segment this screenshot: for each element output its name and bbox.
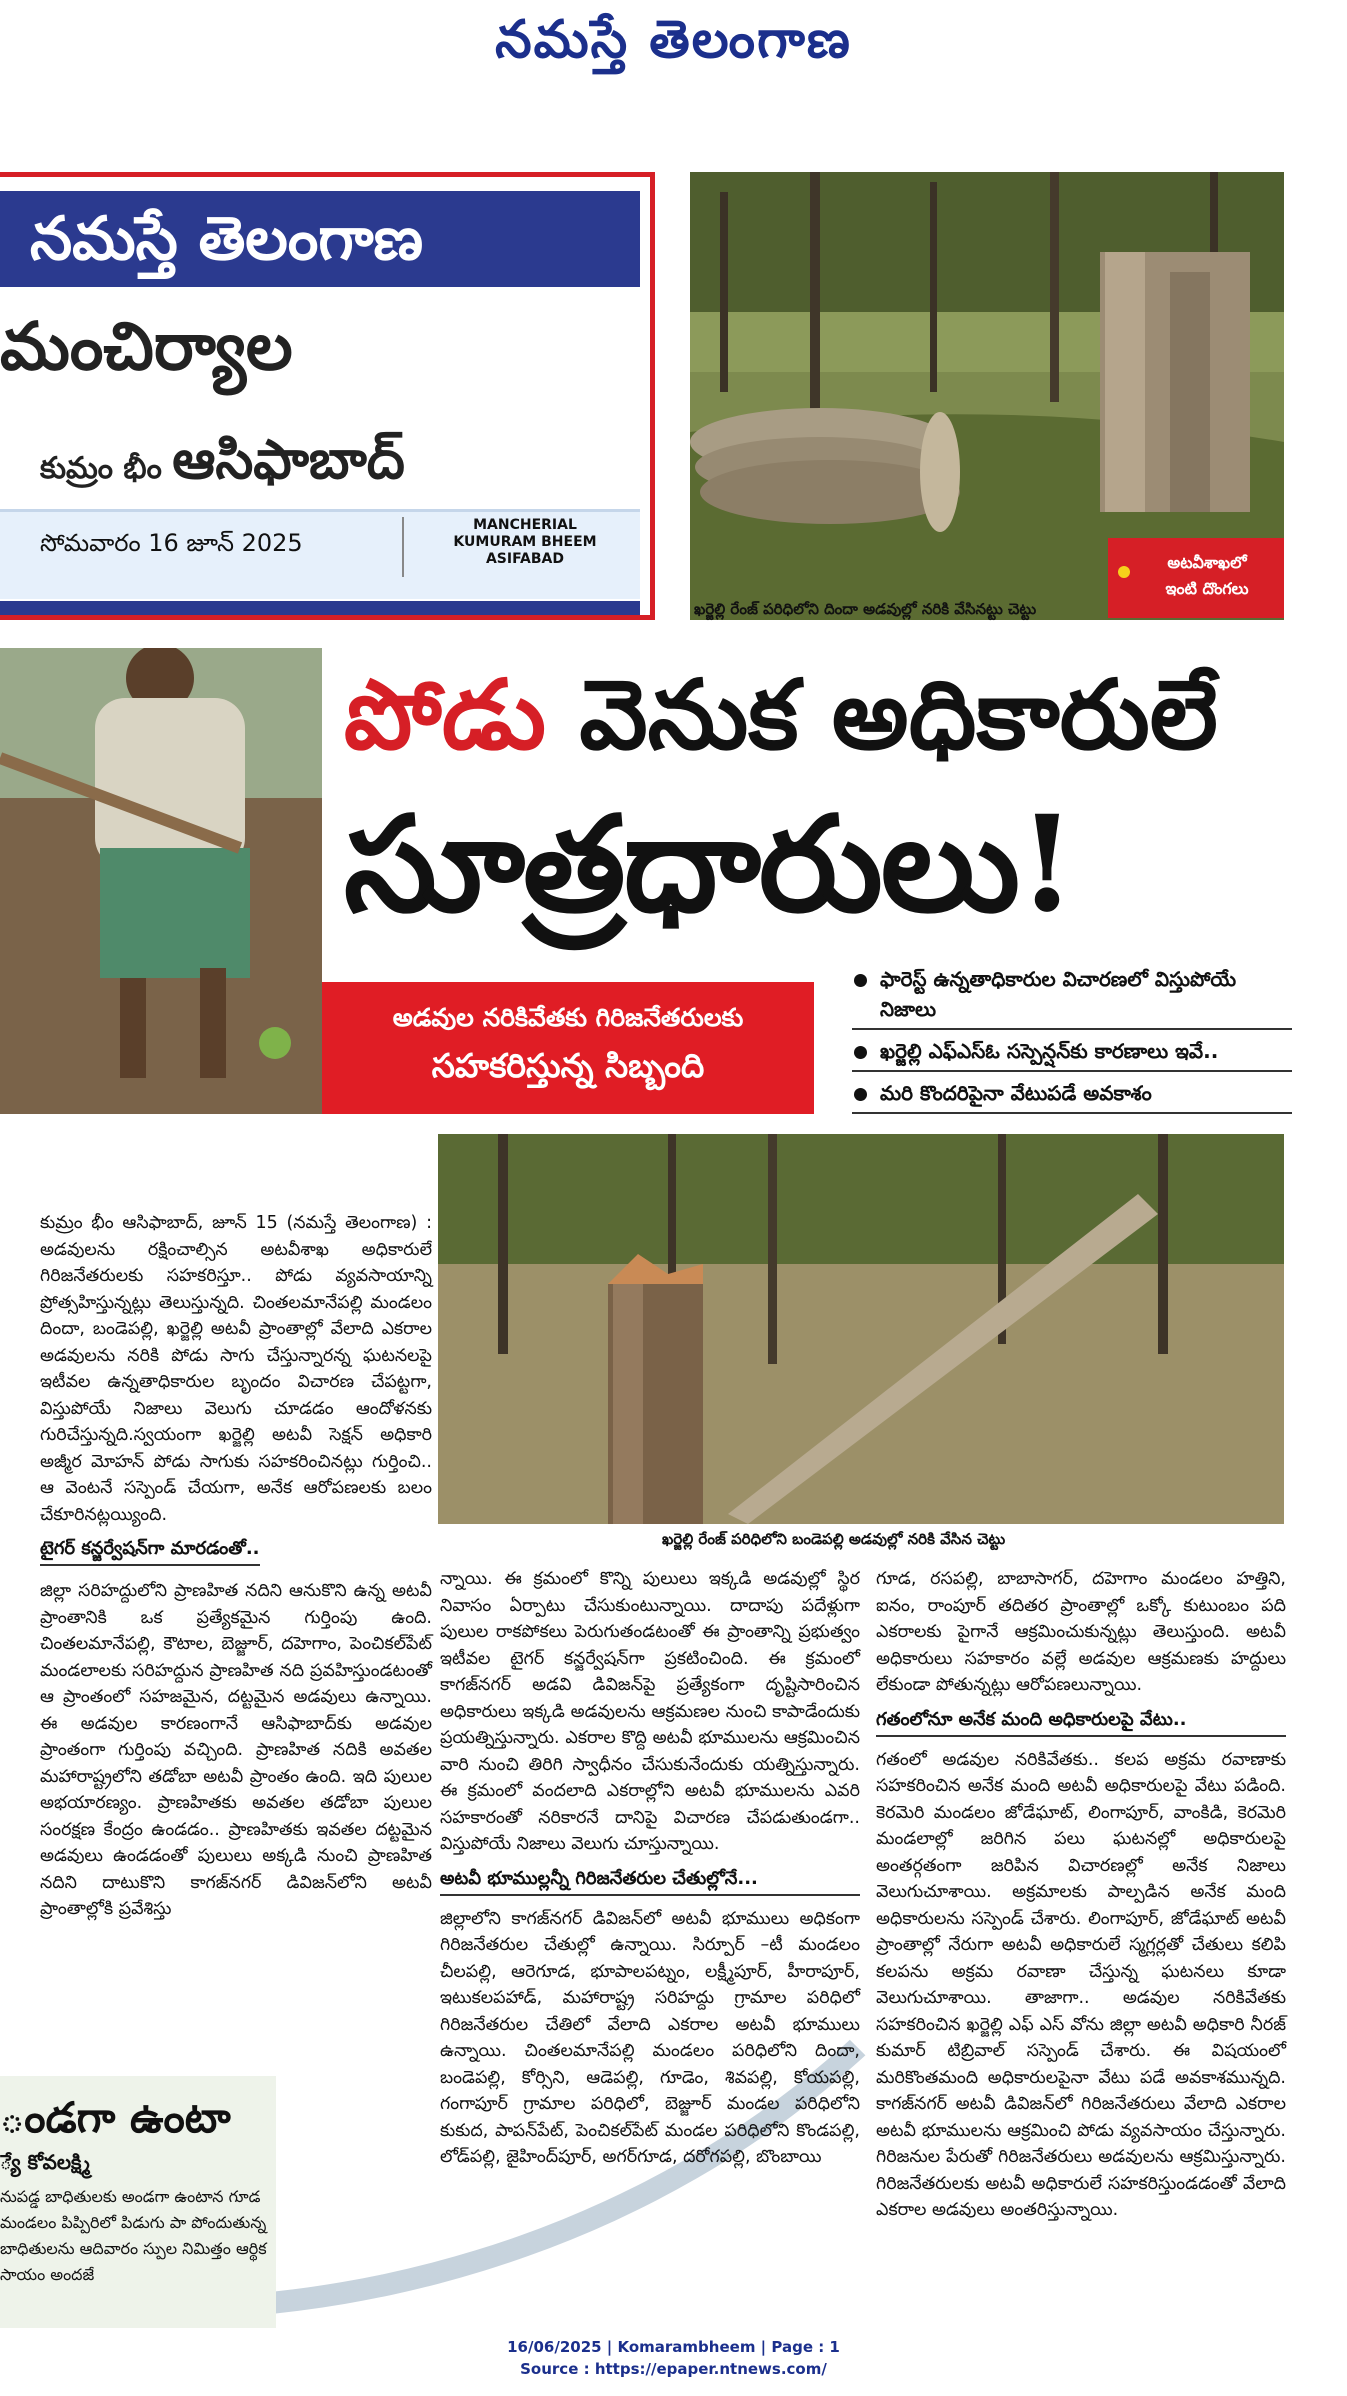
edition-district-big: ఆసిఫాబాద్ [172,427,405,491]
edition-english-label [430,517,620,568]
side-story-text: నుపడ్డ బాధితులకు అండగా ఉంటాన గూడ మండలం పిప్పిరిలో పిడుగు పా పోందుతున్న బాధితులను ఆదివారం స్పుల నిమిత్తం ఆర్థిక సాయం అందజే [0,2187,267,2284]
edition-brand: నమస్తే తెలంగాణ [0,191,640,287]
subheading-line2: సహకరిస్తున్న సిబ్బంది [431,1046,705,1085]
col2-para2: జిల్లాలోని కాగజ్‌నగర్ డివిజన్‌లో అటవీ భూములు అధికంగా గిరిజనేతరుల చేతుల్లో ఉన్నాయి. సిర్పూర్ –టీ మండలం చీలపల్లి, ఆరెగూడ, భూపాలపట్నం, లక్ష్మీపూర్, హీరాపూర్, ఇటుకలపహాడ్, మహారాష్ట్ర సరిహద్దు గ్రామాల పరిధిలో గిరిజనేతరుల చేతిలో వేలాది ఎకరాల అటవీ భూములు ఉన్నాయి. చింతలమానేపల్లి మండలం పరిధిలోని దిందా, బండెపల్లి, కోర్సిని, ఆడెపల్లి, గూడెం, శివపల్లి, కోయపల్లి, గంగాపూర్ గ్రామాల పరిధిలో, బెజ్జూర్ మండల పరిధిలోని కుకుద, పాపన్‌పేట్, పెంచికల్‌పేట్ మండల పరిధిలోని కొండపల్లి, లోడ్‌పల్లి, జైహింద్‌పూర్, అగర్‌గూడ, దరోగపల్లి, బొంబాయి [440,1908,860,2167]
article-column-1 [40,1210,432,1923]
footer-source: Source : https://epaper.ntnews.com/ [520,2360,827,2378]
edition-box [0,172,655,620]
photo-cut-tree [438,1134,1284,1524]
article-column-2 [440,1566,860,2171]
edition-date: సోమవారం 16 జూన్ 2025 [40,529,303,557]
headline-rest: వెనుక అధికారులే [545,658,1218,771]
photo-cut-tree-illustration [438,1134,1284,1524]
edition-en-line3: ASIFABAD [485,551,565,567]
headline-line1 [344,660,1218,770]
subheading-box [322,982,814,1114]
page-footer [0,2336,1347,2380]
edition-en-line2: KUMURAM BHEEM [453,534,597,550]
masthead-title: నమస్తే తెలంగాణ [495,9,852,70]
edition-bottom-bar [0,601,640,615]
footer-line1: 16/06/2025 | Komarambheem | Page : 1 [507,2338,840,2356]
col3-para1: గూడ, రసపల్లి, బాబాసాగర్, దహెగాం మండలం హత్తిని, ఐనం, రాంపూర్ తదితర ప్రాంతాల్లో ఒక్కో కుటుంబం పది ఎకరాలకు పైగానే ఆక్రమించుకున్నట్లు తెలుస్తుంది. అటవీ అధికారులు సహకారం వల్లే అడవుల ఆక్రమణకు హద్దులు లేకుండా పోతున్నట్లు ఆరోపణలున్నాయి. [876,1569,1286,1695]
article-column-3 [876,1566,1286,2224]
section-tag [1108,538,1284,618]
edition-en-line1: MANCHERIAL [473,517,577,533]
side-story-title: ండగా ఉంటా [0,2093,231,2142]
subheading-line1: అడవుల నరికివేతకు గిరిజనేతరులకు [392,1003,744,1032]
bullet-item: మరి కొందరిపైనా వేటుపడే అవకాశం [852,1078,1292,1114]
photo-farmer-illustration [0,648,322,1114]
edition-city: మంచిర్యాల [0,307,293,385]
col1-para1: కుమ్రం భీం ఆసిఫాబాద్, జూన్ 15 (నమస్తే తెలంగాణ) : అడవులను రక్షించాల్సిన అటవీశాఖ అధికారులే గిరిజనేతరులకు సహకరిస్తూ.. పోడు వ్యవసాయాన్ని ప్రోత్సహిస్తున్నట్లు తెలుస్తున్నది. చింతలమానేపల్లి మండలం దిందా, బండెపల్లి, ఖర్జెల్లి అటవీ ప్రాంతాల్లో వేలాది ఎకరాల అడవులను నరికి పోడు సాగు చేస్తున్నారన్న ఘటనలపై ఇటీవల ఉన్నతాధికారుల బృందం విచారణ చేపట్టగా, విస్తుపోయే నిజాలు వెలుగు చూడడం ఆందోళనకు గురిచేస్తున్నది.స్వయంగా ఖర్జెల్లి అటవీ సెక్షన్ అధికారి అజ్మీర మోహన్ పోడు సాగుకు సహకరించినట్లు గుర్తించి.. ఆ వెంటనే సస్పెండ్ చేయగా, అనేక ఆరోపణలకు బలం చేకూరినట్లయ్యింది. [40,1213,432,1525]
edition-district-small: కుమ్రం భీం [40,451,162,486]
headline-red-word: పోడు [344,658,546,771]
col1-para2: జిల్లా సరిహద్దులోని ప్రాణహిత నదిని ఆనుకొని ఉన్న అటవీ ప్రాంతానికి ఒక ప్రత్యేకమైన గుర్తింపు ఉంది. చింతలమానేపల్లి, కౌటాల, బెజ్జూర్, దహెగాం, పెంచికల్‌పేట్ మండలాలకు సరిహద్దున ప్రాణహిత నది ప్రవహిస్తుండటంతో ఆ ప్రాంతంలో సహజమైన, దట్టమైన అడవులు ఉన్నాయి. ఈ అడవుల కారణంగానే ఆసిఫాబాద్‌కు అడవుల ప్రాంతంగా గుర్తింపు వచ్చింది. ప్రాణహిత నదికి అవతల మహారాష్ట్రలోని తడోబా అటవీ ప్రాంతం ఉంది. ఇది పులుల అభయారణ్యం. ప్రాణహితకు అవతల తడోబా పులుల సంరక్షణ కేంద్రం ఉండడం.. ప్రాణహితకు ఇవతల దట్టమైన అడవులు ఉండడంతో పులులు అక్కడి నుంచి ప్రాణహిత నదిని దాటుకొని కాగజ్‌నగర్ డివిజన్‌లోని అటవీ ప్రాంతాల్లోకి ప్రవేశిస్తు [40,1581,432,1919]
tag-bullet-icon [1118,566,1130,578]
bullet-item: ఖర్జెల్లి ఎఫ్ఎస్ఓ సస్పెన్షన్‌కు కారణాలు ఇవే.. [852,1036,1292,1072]
edition-district [40,427,405,505]
photo-mid-caption: ఖర్జెల్లి రేంజ్ పరిధిలోని బండెపల్లి అడవుల్లో నరికి వేసిన చెట్టు [662,1530,1006,1548]
col1-subheading: టైగర్ కన్జర్వేషన్‌గా మారడంతో.. [40,1536,260,1566]
side-story-name: ్యే కోవలక్ష్మి [0,2150,90,2174]
tag-line1: అటవీశాఖలో [1167,553,1247,572]
edition-separator [402,517,404,577]
side-story-box [0,2076,276,2328]
bullet-item: ఫారెస్ట్ ఉన్నతాధికారుల విచారణలో విస్తుపోయే నిజాలు [852,964,1292,1030]
photo-farmer [0,648,322,1114]
highlight-bullets [852,964,1292,1120]
headline-line2: సూత్రధారులు! [344,787,1074,942]
tag-line2: ఇంటి దొంగలు [1165,579,1249,598]
col3-para2: గతంలో అడవుల నరికివేతకు.. కలప అక్రమ రవాణాకు సహకరించిన అనేక మంది అటవీ అధికారులపై వేటు పడింది. కెరమెరి మండలం జోడేఘాట్, లింగాపూర్, వాంకిడి, కెరమెరి మండలాల్లో జరిగిన పలు ఘటనల్లో అధికారులపై అంతర్గతంగా జరిపిన విచారణల్లో అనేక నిజాలు వెలుగుచూశాయి. అక్రమాలకు పాల్పడిన అనేక మంది అధికారులను సస్పెండ్ చేశారు. లింగాపూర్, జోడేఘాట్ అటవీ ప్రాంతాల్లో నేరుగా అటవీ అధికారులే స్మగ్లర్లతో చేతులు కలిపి కలపను అక్రమ రవాణా చేస్తున్న ఘటనలు కూడా వెలుగుచూశాయి. తాజాగా.. అడవుల నరికివేతకు సహకరించిన ఖర్జెల్లి ఎఫ్ ఎస్‌ వోను జిల్లా అటవీ అధికారి నీరజ్ కుమార్ టిబ్రివాల్ సస్పెండ్ చేశారు. ఈ విషయంలో మరికొంతమంది అధికారులపైనా వేటు పడే అవకాశమున్నది. కాగజ్‌నగర్ అటవీ డివిజన్‌లో గిరిజనేతరులు వేలాది ఎకరాల అటవీ భూములను ఆక్రమించి పోడు వ్యవసాయం చేస్తున్నారు. గిరిజనుల పేరుతో గిరిజనేతరులు అడవులను ఆక్రమిస్తున్నారు. గిరిజనేతరులకు అటవీ అధికారులే సహకరిస్తుండడంతో వేలాది ఎకరాల అడవులు అంతరిస్తున్నాయి. [876,1749,1286,2220]
col2-subheading: అటవీ భూముల్లన్నీ గిరిజనేతరుల చేతుల్లోనే... [440,1866,860,1896]
col2-para1: న్నాయి. ఈ క్రమంలో కొన్ని పులులు ఇక్కడి అడవుల్లో స్థిర నివాసం ఏర్పాటు చేసుకుంటున్నాయి. దాదాపు పదేళ్లుగా పులుల రాకపోకలు పెరుగుతండటంతో ఈ ప్రాంతాన్ని ప్రభుత్వం ఇటీవల టైగర్ కన్జర్వేషన్‌గా ప్రకటించింది. ఈ క్రమంలో కాగజ్‌నగర్ అడవి డివిజన్‌పై ప్రత్యేకంగా దృష్టిసారించిన అధికారులు ఇక్కడి అడవులను ఆక్రమణల నుంచి కాపాడేందుకు ప్రయత్నిస్తున్నారు. ఎకరాల కొద్ది అటవీ భూములను ఆక్రమించిన వారి నుంచి తిరిగి స్వాధీనం చేసుకునేందుకు యత్నిస్తున్నారు. ఈ క్రమంలో వందలాది ఎకరాల్లోని అటవీ భూములను ఎవరి సహకారంతో నరికారనే దానిపై విచారణ చేపడుతుండగా.. విస్తుపోయే నిజాలు వెలుగు చూస్తున్నాయి. [440,1569,860,1854]
photo-top-caption: ఖర్జెల్లి రేంజ్ పరిధిలోని దిందా అడవుల్లో నరికి వేసినట్టు చెట్టు [694,600,1037,618]
col3-subheading: గతంలోనూ అనేక మంది అధికారులపై వేటు.. [876,1707,1286,1737]
